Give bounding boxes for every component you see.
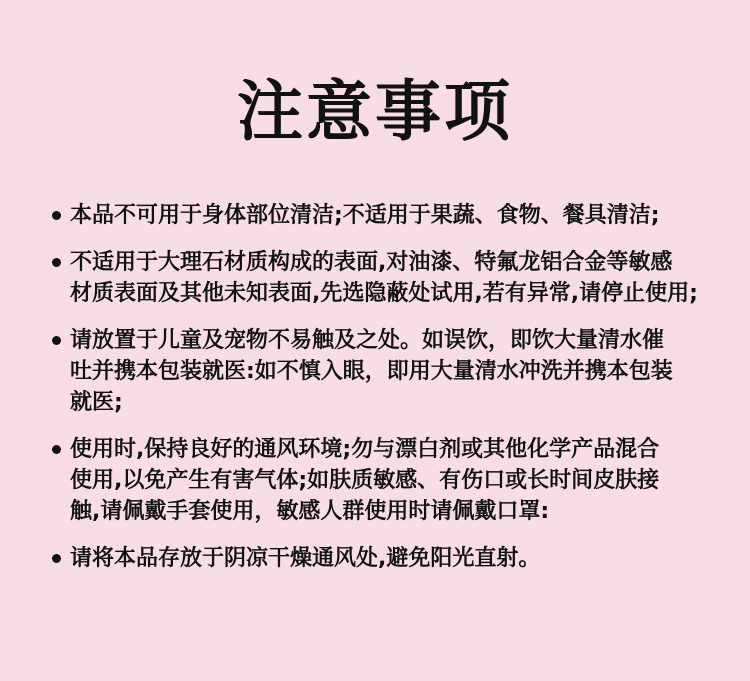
bullet-icon [52,211,61,220]
bullet-icon [52,554,61,563]
notes-list [52,200,742,590]
list-item [52,200,742,231]
bullet-icon [52,336,61,345]
page-title: 注意事项 [237,73,513,150]
bullet-icon [52,258,61,267]
note-text: 不适用于大理石材质构成的表面,对油漆、特氟龙铝合金等敏感 [70,250,673,275]
note-text: 就医; [70,390,123,415]
note-text: 触,请佩戴手套使用，敏感人群使用时请佩戴口罩: [70,499,550,524]
list-item [52,543,742,574]
note-text: 材质表面及其他未知表面,先选隐蔽处试用,若有异常,请停止使用; [70,281,698,306]
note-text: 请将本品存放于阴凉干燥通风处,避免阳光直射。 [70,546,541,571]
note-text: 吐并携本包装就医:如不慎入眼，即用大量清水冲洗并携本包装 [70,359,673,384]
list-item [52,434,742,527]
list-item [52,247,742,309]
note-text: 本品不可用于身体部位清洁;不适用于果蔬、食物、餐具清洁; [70,203,660,228]
note-text: 使用时,保持良好的通风环境;勿与漂白剂或其他化学产品混合 [70,437,660,462]
note-text: 使用,以免产生有害气体;如肤质敏感、有伤口或长时间皮肤接 [70,468,660,493]
list-item [52,325,742,418]
bullet-icon [52,445,61,454]
note-text: 请放置于儿童及宠物不易触及之处。如误饮，即饮大量清水催 [70,328,665,353]
